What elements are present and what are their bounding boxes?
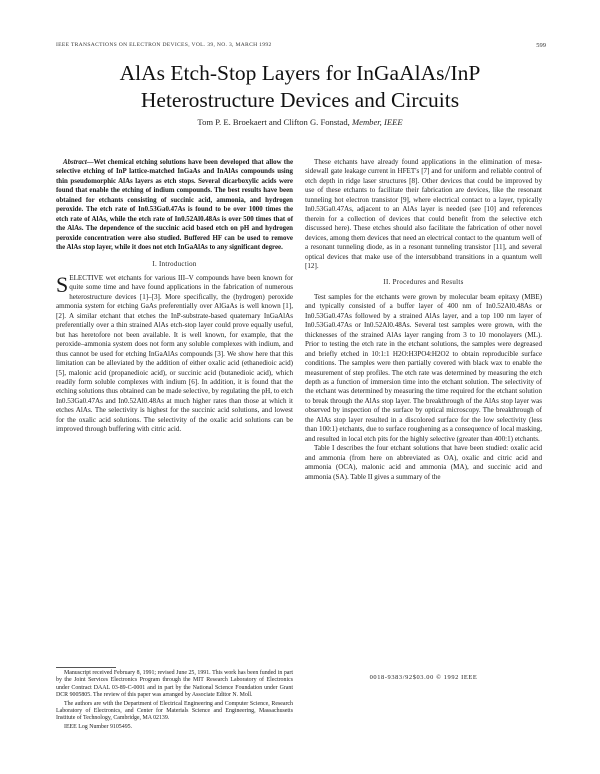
footnote-log-number: IEEE Log Number 9105495.	[64, 723, 133, 730]
applications-paragraph: These etchants have already found applications in the elimination of mesa-sidewall gate leakage current in HFET's [7] and for uniform and reliable control of etch depth in ridge laser structures [8]. Other devices that could be improved by use of these etchants to facilitate their fabrication are devices, like the resonant tunneling hot electron transistor [9], where electrical contact to a layer, typically In0.53Ga0.47As, adjacent to an AlAs layer is needed (see [10] and references therein for a collection of devices that could benefit from the selective etch discussed here). These etches should also facilitate the fabrication of other novel devices, among them devices that need an electrical contact to the quantum well of a resonant tunneling diode, as in a resonant tunneling transistor [11], and several optical devices that make use of the intersubband transitions in a quantum well [12].	[305, 158, 542, 270]
left-column	[56, 158, 293, 435]
footnote-affiliation: The authors are with the Department of Electrical Engineering and Computer Science, Research Laboratory of Electronics, and Center for Materials Science and Engineering, Massachusetts Institute of Technology, Cambridge, MA 02139.	[56, 700, 293, 722]
footnote-manuscript: Manuscript received February 8, 1991; revised June 25, 1991. This work has been funded in part by the Joint Services Electronics Program through the MIT Research Laboratory of Electronics under Contract DAAL 03-89-C-0001 and in part by the National Science Foundation under Grant DCR 9005805. The review of this paper was arranged by Associate Editor N. Moll.	[56, 670, 293, 699]
title-line-2: Heterostructure Devices and Circuits	[140, 88, 460, 112]
footnote-rule	[56, 667, 116, 668]
intro-paragraph	[56, 271, 293, 435]
section-heading-introduction: I. Introduction	[152, 260, 197, 268]
running-header: IEEE TRANSACTIONS ON ELECTRON DEVICES, VOL. 39, NO. 3, MARCH 1992	[56, 42, 272, 48]
abstract-text: Wet chemical etching solutions have been developed that allow the selective etching of InP lattice-matched InGaAs and InAlAs compounds using thin pseudomorphic AlAs layers as etch stops. Several dicarboxylic acids were found that enable the etching of indium compounds. The best results have been obtained for etchants consisting of succinic acid, ammonia, and hydrogen peroxide. The etch rate of In0.53Ga0.47As is found to be over 1000 times the etch rate of AlAs, while the etch rate of In0.52Al0.48As is over 500 times that of the AlAs. The dependence of the succinic acid based etch on pH and hydrogen peroxide concentration were also studied. Buffered HF can be used to remove the AlAs stop layer, while it does not etch InGaAlAs to any significant degree.	[56, 159, 293, 252]
author-line	[60, 117, 540, 127]
intro-text: ELECTIVE wet etchants for various III–V compounds have been known for quite some time and have found applications in the fabrication of numerous heterostructure devices [1]–[3]. More specifically, the (hydrogen) peroxide ammonia system for etching GaAs preferentially over AlGaAs is well known [1], [2]. A similar etchant that etches the InP-substrate-based quaternary InGaAlAs preferentially over a thin strained AlAs etch-stop layer could prove equally useful, but has heretofore not been available. It is well known, for example, that the peroxide–ammonia system does not form any soluble complexes with indium, and thus cannot be used for etching InGaAlAs compounds [3]. We show here that this limitation can be alleviated by the addition of either oxalic acid (ethanedioic acid) [5], malonic acid (propanedioic acid), or succinic acid (butanedioic acid), which readily form soluble complexes with indium [6]. In addition, it is found that the etching solutions thus obtained can be made selective, by regulating the pH, to etch In0.53Ga0.47As and In0.52Al0.48As at much higher rates than those at which it etches AlAs. The selectivity is highest for the succinic acid solutions, and lowest for the oxalic acid solutions. The selectivity of the oxalic acid solutions can be improved through buffering with citric acid.	[56, 273, 293, 434]
right-column	[305, 158, 542, 482]
procedures-paragraph: Test samples for the etchants were grown by molecular beam epitaxy (MBE) and typically consisted of a buffer layer of 400 nm of In0.52Al0.48As or In0.53Ga0.47As followed by a strained AlAs layer, and a top 100 nm layer of In0.53Ga0.47As or In0.52Al0.48As. Several test samples were grown, with the thicknesses of the strained AlAs layer ranging from 3 to 10 monolayers (ML). Prior to testing the etch rate in the etchant solutions, the samples were degreased and briefly etched in 10:1:1 H2O:H3PO4:H2O2 to obtain reproducible surface conditions. The samples were then partially covered with black wax to enable the measurement of step profiles. The etch rate was determined by measuring the etch depth as a function of immersion time into the etchant solution. The selectivity of the etchant was determined by measuring the time required for the etchant solution to break through the AlAs stop layer. The breakthrough of the AlAs stop layer was observed by inspection of the surface by optical microscopy. The breakthrough of the AlAs stop layer resulted in a discolored surface for the low selectivity (less than 100:1) etchants, due to surface roughening as a consequence of local masking, and resulted in local etch pits for the highly selective (greater than 400:1) etchants.	[305, 292, 542, 443]
title-line-1: AlAs Etch-Stop Layers for InGaAlAs/InP	[119, 61, 481, 85]
abstract-label: Abstract—	[63, 159, 94, 166]
paper-title	[60, 60, 540, 114]
document-identifier: 0018-9383/92$03.00 © 1992 IEEE	[369, 674, 478, 681]
table-description-paragraph: Table I describes the four etchant solutions that have been studied: oxalic acid and ammonia (from here on abbreviated as OA), oxalic and citric acid and ammonia (OCA), malonic acid and ammonia (MA), and succinic acid and ammonia (SA). Table II gives a summary of the	[305, 444, 542, 481]
drop-cap: S	[56, 271, 69, 297]
author-names: Tom P. E. Broekaert and Clifton G. Fonstad,	[197, 117, 350, 127]
footnote	[56, 670, 293, 732]
section-heading-procedures: II. Procedures and Results	[383, 279, 464, 287]
abstract	[56, 158, 293, 253]
page-number: 599	[536, 42, 546, 49]
author-membership: Member, IEEE	[351, 117, 403, 127]
